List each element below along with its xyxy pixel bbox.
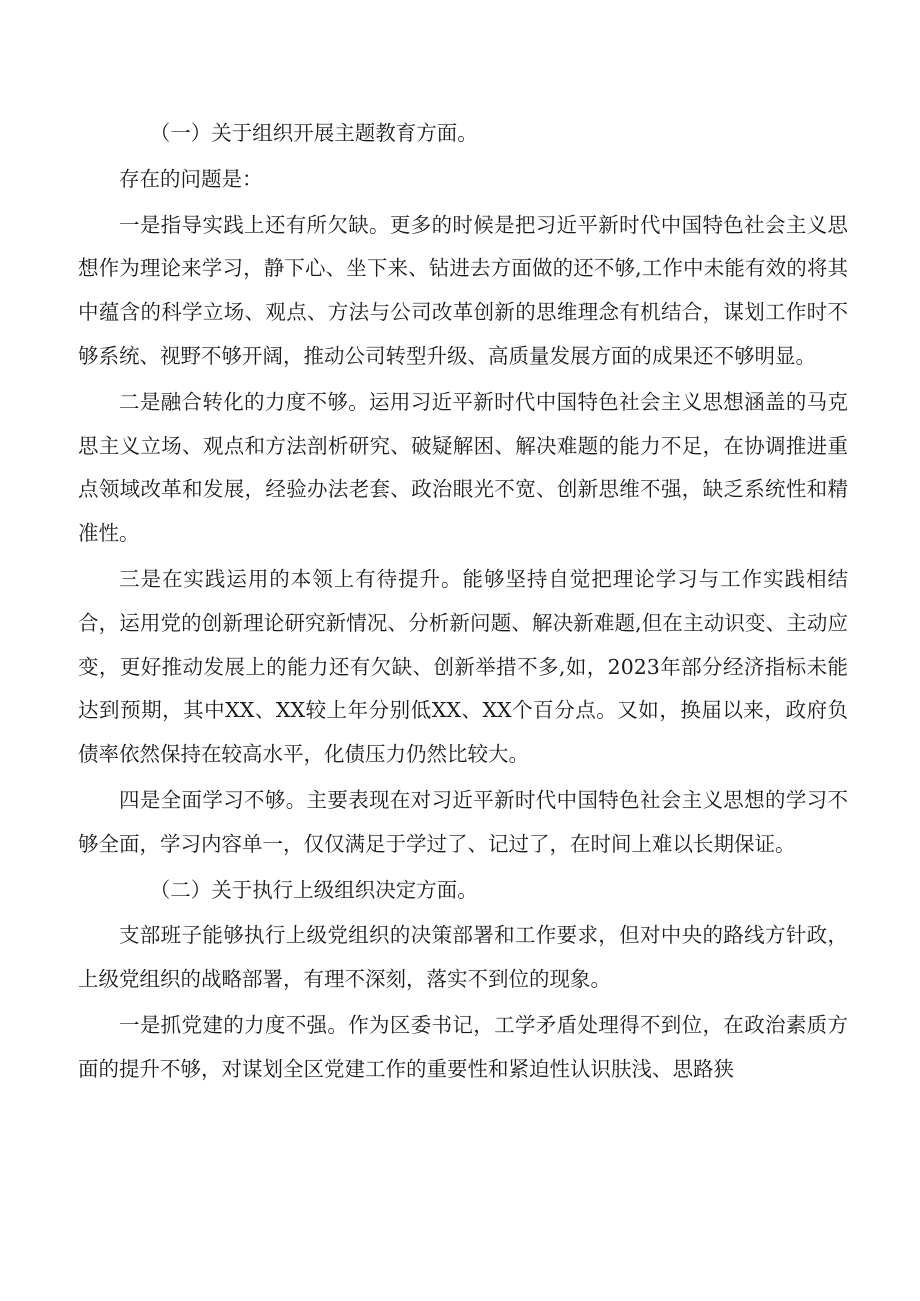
section-1-item-2: 二是融合转化的力度不够。运用习近平新时代中国特色社会主义思想涵盖的马克思主义立场、观点和方法剖析研究、破疑解困、解决难题的能力不足，在协调推进重点领域改革和发展，经验办法老套、政治眼光不宽、创新思维不强，缺乏系统性和精准性。	[78, 389, 848, 546]
section-2-heading: （二）关于执行上级组织决定方面。	[149, 877, 478, 902]
document-body	[78, 112, 848, 1092]
section-1-item-1: 一是指导实践上还有所欠缺。更多的时候是把习近平新时代中国特色社会主义思想作为理论来学习，静下心、坐下来、钻进去方面做的还不够,工作中未能有效的将其中蕴含的科学立场、观点、方法与公司改革创新的思维理念有机结合，谋划工作时不够系统、视野不够开阔，推动公司转型升级、高质量发展方面的成果还不够明显。	[78, 212, 848, 368]
section-1-item-4: 四是全面学习不够。主要表现在对习近平新时代中国特色社会主义思想的学习不够全面，学习内容单一，仅仅满足于学过了、记过了，在时间上难以长期保证。	[78, 787, 848, 856]
section-1-heading: （一）关于组织开展主题教育方面。	[149, 121, 478, 145]
section-1-item-3: 三是在实践运用的本领上有待提升。能够坚持自觉把理论学习与工作实践相结合，运用党的创新理论研究新情况、分析新问题、解决新难题,但在主动识变、主动应变，更好推动发展上的能力还有欠缺、创新举措不多,如，2023年部分经济指标未能达到预期，其中XX、XX较上年分别低XX、XX个百分点。又如，换届以来，政府负债率依然保持在较高水平，化债压力仍然比较大。	[78, 566, 848, 767]
section-2-item-1: 一是抓党建的力度不强。作为区委书记，工学矛盾处理得不到位，在政治素质方面的提升不够，对谋划全区党建工作的重要性和紧迫性认识肤浅、思路狭	[78, 1012, 848, 1081]
section-2-intro: 支部班子能够执行上级党组织的决策部署和工作要求，但对中央的路线方针政，上级党组织的战略部署，有理不深刻，落实不到位的现象。	[78, 923, 848, 992]
section-1-intro: 存在的问题是：	[119, 166, 263, 191]
